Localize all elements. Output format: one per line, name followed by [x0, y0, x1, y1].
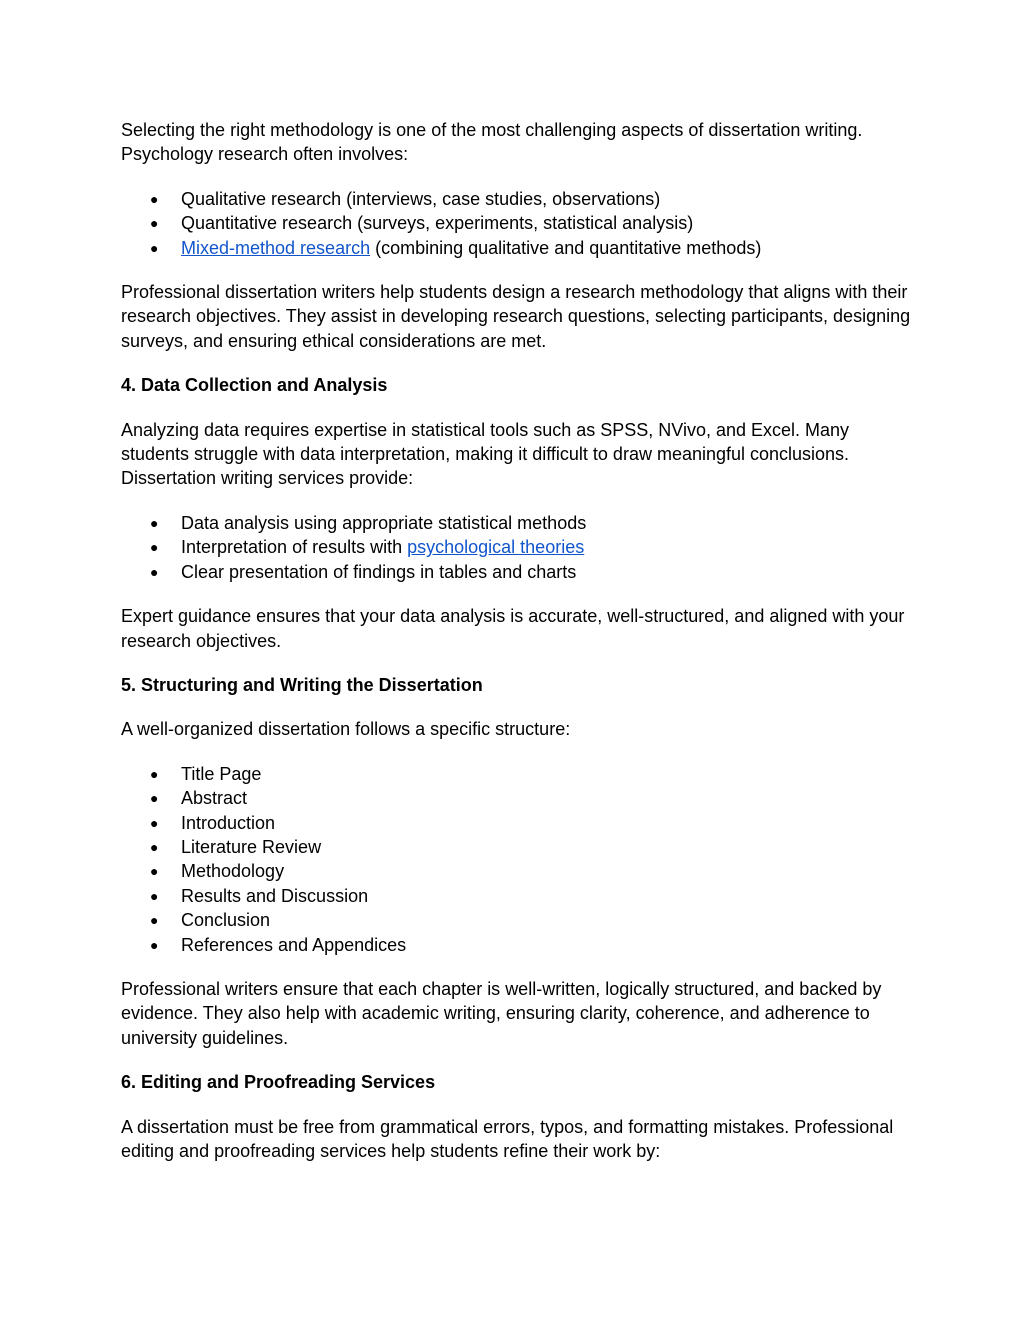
list-item-text: Interpretation of results with [181, 537, 408, 558]
list-item [121, 908, 911, 932]
psychological-theories-link[interactable]: psychological theories [407, 537, 585, 558]
list-item [121, 859, 911, 883]
mixed-method-research-link[interactable]: Mixed-method research [181, 237, 371, 258]
bullet-icon: ● [150, 814, 159, 831]
list-item [121, 187, 911, 211]
list-item [121, 211, 911, 235]
bullet-icon: ● [150, 838, 159, 855]
dissertation-structure-list [121, 762, 911, 957]
list-item [121, 884, 911, 908]
list-item [121, 511, 911, 535]
list-item [121, 933, 911, 957]
list-item-text: References and Appendices [181, 934, 407, 955]
bullet-icon: ● [150, 539, 159, 556]
list-item-text: Results and Discussion [181, 885, 369, 906]
bullet-icon: ● [150, 936, 159, 953]
bullet-icon: ● [150, 190, 159, 207]
intro-paragraph: Selecting the right methodology is one of the most challenging aspects of dissertation writing. Psychology research often involves: [121, 120, 863, 165]
list-item-text: Abstract [181, 788, 248, 809]
section-heading-data-collection: 4. Data Collection and Analysis [121, 375, 388, 396]
list-item-text: Data analysis using appropriate statistical methods [181, 512, 587, 533]
list-item-text: Title Page [181, 763, 262, 784]
list-item [121, 236, 911, 260]
list-item-text: Methodology [181, 861, 285, 882]
list-item-text: Literature Review [181, 836, 322, 857]
list-item [121, 835, 911, 859]
bullet-icon: ● [150, 863, 159, 880]
list-item-text: (combining qualitative and quantitative methods) [370, 237, 762, 258]
list-item-text: Qualitative research (interviews, case studies, observations) [181, 188, 661, 209]
bullet-icon: ● [150, 215, 159, 232]
list-item [121, 535, 911, 559]
bullet-icon: ● [150, 912, 159, 929]
list-item-text: Conclusion [181, 910, 271, 931]
section-heading-editing: 6. Editing and Proofreading Services [121, 1072, 436, 1093]
list-item-text: Clear presentation of findings in tables and charts [181, 561, 577, 582]
document-page [121, 118, 911, 1183]
professional-writers-paragraph: Professional writers ensure that each chapter is well-written, logically structured, and backed by evidence. They also help with academic writing, ensuring clarity, coherence, and adherence to university guidelines. [121, 978, 882, 1048]
expert-guidance-paragraph: Expert guidance ensures that your data analysis is accurate, well-structured, and aligned with your research objectives. [121, 606, 905, 651]
bullet-icon: ● [150, 790, 159, 807]
editing-paragraph: A dissertation must be free from grammatical errors, typos, and formatting mistakes. Professional editing and proofreading services help students refine their work by: [121, 1116, 894, 1161]
bullet-icon: ● [150, 514, 159, 531]
data-services-list [121, 511, 911, 584]
list-item [121, 786, 911, 810]
bullet-icon: ● [150, 563, 159, 580]
structure-intro-paragraph: A well-organized dissertation follows a specific structure: [121, 719, 571, 740]
methodology-paragraph: Professional dissertation writers help students design a research methodology that aligns with their research objectives. They assist in developing research questions, selecting participants, designing surveys, and ensuring ethical considerations are met. [121, 282, 911, 351]
list-item [121, 811, 911, 835]
bullet-icon: ● [150, 239, 159, 256]
section-heading-structuring: 5. Structuring and Writing the Dissertation [121, 674, 483, 695]
list-item-text: Introduction [181, 812, 276, 833]
bullet-icon: ● [150, 765, 159, 782]
list-item [121, 560, 911, 584]
bullet-icon: ● [150, 887, 159, 904]
data-analysis-paragraph: Analyzing data requires expertise in statistical tools such as SPSS, NVivo, and Excel. Many students struggle with data interpretation, making it difficult to draw meaningful conclusions. Dissertation writing services provide: [121, 419, 850, 489]
list-item-text: Quantitative research (surveys, experiments, statistical analysis) [181, 213, 694, 234]
list-item [121, 762, 911, 786]
methodology-list [121, 187, 911, 260]
